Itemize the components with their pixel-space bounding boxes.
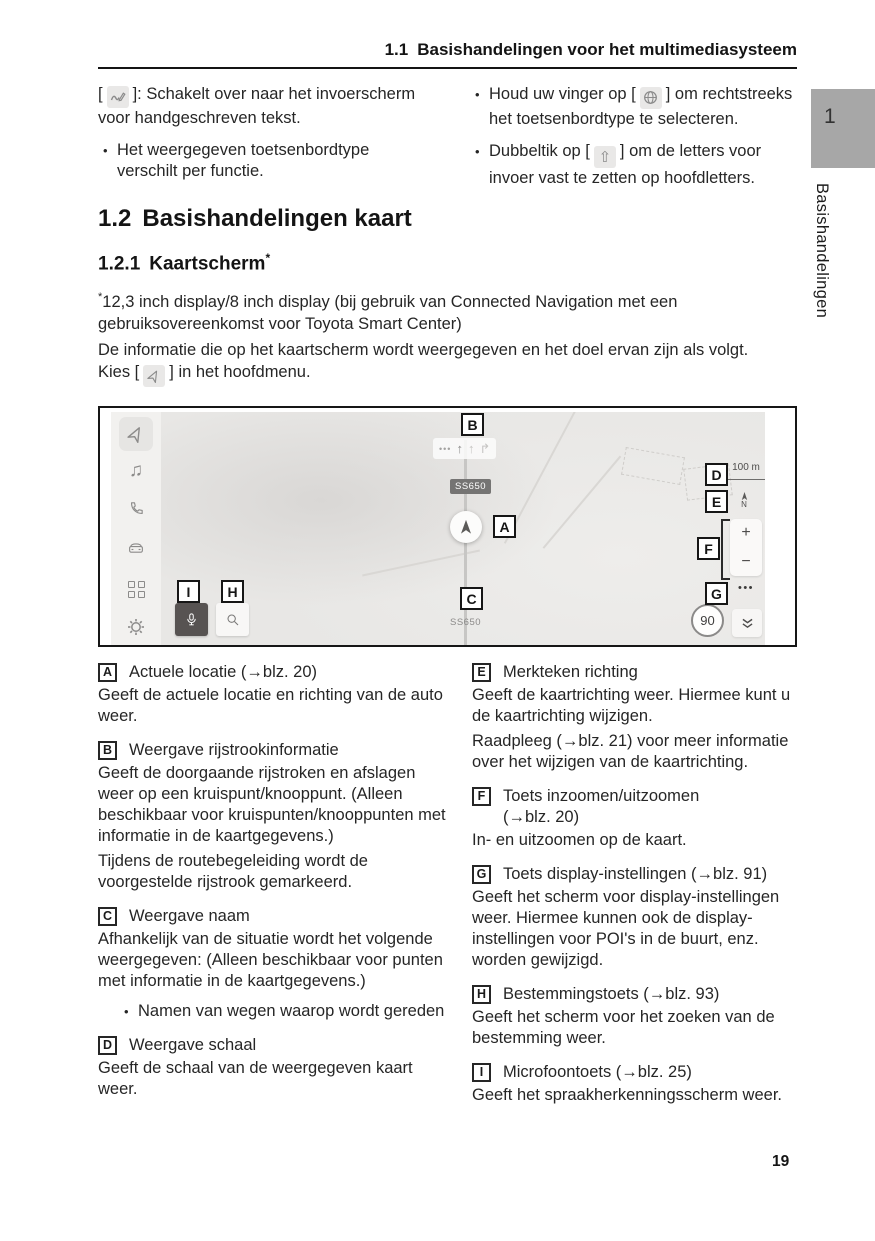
callout-key: H	[472, 985, 491, 1004]
road-name-label: SS650	[450, 617, 482, 628]
compass-icon	[736, 492, 752, 509]
intro-bullet: • Houd uw vinger op [ ] om rechtstreeks het toetsenbordtype te selecteren.	[470, 84, 802, 130]
legend-item-f: F Toets inzoomen/uitzoomen (→blz. 20) In- en uitzoomen op de kaart.	[472, 787, 700, 849]
lane-guidance	[433, 438, 496, 459]
intro-bullet: • Dubbeltik op [ ⇧ ] om de letters voor invoer vast te zetten op hoofdletters.	[470, 141, 802, 190]
globe-icon	[640, 87, 662, 109]
chapter-tab-label: Basishandelingen	[813, 183, 831, 319]
header-section-number: 1.1	[384, 40, 409, 59]
search-icon	[225, 612, 241, 628]
callout-h: H	[221, 580, 244, 603]
intro-bullet: • Het weergegeven toetsenbordtype verschilt per functie.	[98, 140, 434, 182]
current-location-marker	[450, 511, 482, 543]
callout-b: B	[461, 413, 484, 436]
legend-item-c: C Weergave naam Afhankelijk van de situatie wordt het volgende weergegeven: (Alleen beschikbaar voor punten met informatie in de kaartgegevens.) • Namen van wegen waarop wordt gereden	[98, 906, 450, 1022]
display-settings-button: •••	[737, 582, 755, 594]
map-screenshot	[111, 412, 765, 645]
shift-icon: ⇧	[594, 146, 616, 168]
legend-item-b: B Weergave rijstrookinformatie Geeft de doorgaande rijstroken en afslagen weer op een kruispunt/knooppunt. (Alleen beschikbaar voor kruispunten/knooppunten met informatie in de kaartgegevens.) Tijdens de routebegeleiding wordt de voorgestelde rijstrook gemarkeerd.	[98, 741, 446, 891]
map-sidebar	[111, 412, 161, 645]
lane-arrow: ↑	[467, 441, 475, 456]
section-heading-1-2-1: 1.2.1 Kaartscherm*	[98, 251, 271, 275]
music-note-icon: ♫	[128, 459, 144, 481]
legend-item-g: G Toets display-instellingen (→blz. 91) Geeft het scherm voor display-instellingen weer. Hiermee kunnen ook de display-instellingen voor POI's in de buurt, enz. worden gewijzigd.	[472, 865, 780, 969]
callout-f: F	[697, 537, 720, 560]
callout-g: G	[705, 582, 728, 605]
car-icon	[127, 539, 145, 557]
map-menu-arrow-icon	[143, 365, 165, 387]
navigation-arrow-icon	[127, 425, 145, 443]
chapter-tab	[811, 89, 875, 168]
sidebar-item-navigation	[119, 417, 153, 451]
callout-key: E	[472, 663, 491, 682]
callout-a: A	[493, 515, 516, 538]
microphone-icon	[184, 612, 199, 627]
callout-key: I	[472, 1063, 491, 1082]
callout-e: E	[705, 490, 728, 513]
page-number: 19	[772, 1153, 790, 1170]
callout-f-bracket	[721, 519, 730, 580]
lane-arrow: ↱	[479, 440, 491, 456]
legend-item-h: H Bestemmingstoets (→blz. 93) Geeft het scherm voor het zoeken van de bestemming weer.	[472, 985, 775, 1047]
callout-key: C	[98, 907, 117, 926]
legend-item-a: A Actuele locatie (→blz. 20) Geeft de actuele locatie en richting van de auto weer.	[98, 663, 443, 725]
intro-left-column	[98, 84, 434, 193]
zoom-panel	[730, 519, 762, 576]
legend-bullet: • Namen van wegen waarop wordt gereden	[124, 1001, 450, 1022]
search-button	[216, 603, 249, 636]
speed-limit-badge: 90	[691, 604, 724, 637]
page-title: Basishandelingen voor het multimediasysteem	[417, 40, 797, 59]
scale-bar	[726, 474, 765, 480]
legend-right-column	[472, 662, 802, 1119]
legend-item-d: D Weergave schaal Geeft de schaal van de weergegeven kaart weer.	[98, 1036, 413, 1098]
legend-item-i: I Microfoontoets (→blz. 25) Geeft het spraakherkenningsscherm weer.	[472, 1063, 782, 1104]
handwriting-icon	[107, 86, 129, 108]
lane-dots: •••	[439, 443, 452, 454]
callout-key: D	[98, 1036, 117, 1055]
scale-label: 100 m	[732, 462, 760, 473]
settings-gear-icon	[127, 618, 145, 636]
sidebar-item-settings	[119, 610, 153, 644]
legend-item-e: E Merkteken richting Geeft de kaartrichting weer. Hiermee kunt u de kaartrichting wijzigen. Raadpleeg (→blz. 21) voor meer informatie over het wijzigen van de kaartrichting.	[472, 663, 791, 771]
zoom-in-button: +	[741, 524, 751, 542]
map-block-outline	[621, 447, 685, 485]
legend-left-column	[98, 662, 450, 1113]
lane-arrow: ↑	[456, 441, 463, 456]
sidebar-item-phone	[119, 491, 153, 525]
map-scale	[726, 462, 765, 480]
location-arrow-icon	[456, 517, 476, 537]
road-number-badge: SS650	[450, 479, 491, 494]
footnote-marker: *	[265, 251, 271, 265]
sidebar-item-apps	[119, 572, 153, 606]
page-header	[98, 40, 797, 69]
callout-key: B	[98, 741, 117, 760]
map-road-line	[543, 456, 621, 549]
double-chevron-down-icon	[741, 618, 754, 629]
callout-key: F	[472, 787, 491, 806]
callout-d: D	[705, 463, 728, 486]
footnote: *12,3 inch display/8 inch display (bij gebruik van Connected Navigation met een gebruiksovereenkomst voor Toyota Smart Center)	[98, 291, 678, 333]
info-paragraph: De informatie die op het kaartscherm wordt weergegeven en het doel ervan zijn als volgt.	[98, 341, 749, 359]
kies-paragraph: Kies [ ] in het hoofdmenu.	[98, 359, 498, 387]
handwriting-paragraph: [ ]: Schakelt over naar het invoerscherm voor handgeschreven tekst.	[98, 85, 416, 127]
sidebar-item-vehicle	[119, 531, 153, 565]
callout-c: C	[460, 587, 483, 610]
compass-n-label: N	[741, 500, 747, 509]
callout-key: A	[98, 663, 117, 682]
chapter-tab-number: 1	[824, 105, 836, 128]
map-road-line	[362, 550, 480, 576]
microphone-button	[175, 603, 208, 636]
phone-icon	[128, 500, 145, 517]
sidebar-item-media	[119, 453, 153, 487]
zoom-out-button: −	[741, 552, 751, 570]
callout-key: G	[472, 865, 491, 884]
intro-right-column	[470, 84, 802, 200]
map-figure	[98, 406, 797, 647]
section-heading-1-2: 1.2 Basishandelingen kaart	[98, 205, 412, 232]
callout-i: I	[177, 580, 200, 603]
apps-grid-icon	[128, 581, 145, 598]
collapse-button	[732, 609, 762, 637]
